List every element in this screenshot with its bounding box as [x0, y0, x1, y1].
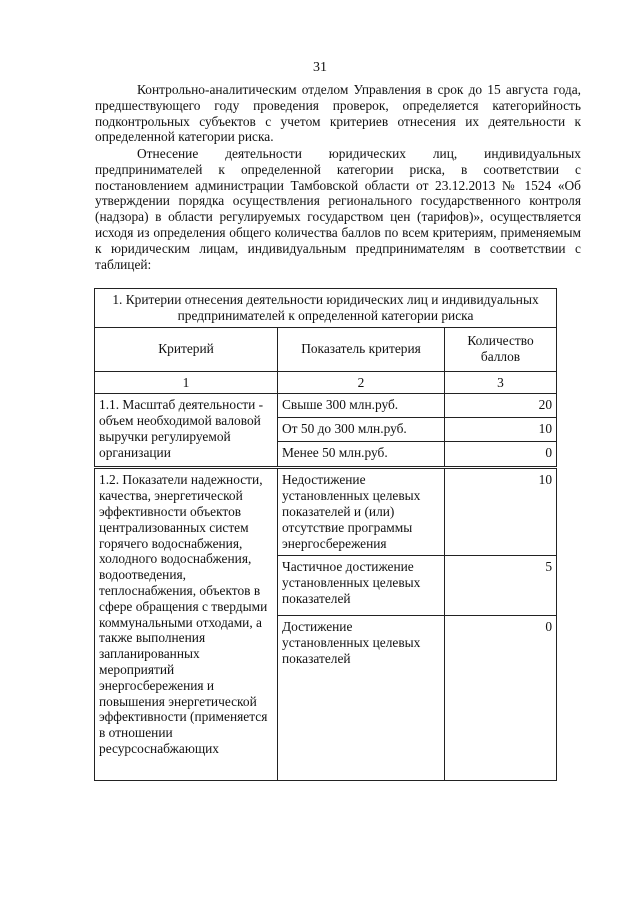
page-number: 31 [313, 60, 327, 75]
column-number: 1 [95, 371, 278, 394]
risk-criteria-table [94, 288, 557, 781]
indicator-cell: От 50 до 300 млн.руб. [278, 418, 445, 442]
column-number: 2 [278, 371, 445, 394]
table-caption-row [95, 289, 557, 328]
indicator-cell: Свыше 300 млн.руб. [278, 394, 445, 418]
score-cell: 0 [445, 442, 557, 468]
criterion-cell: 1.2. Показатели надежности, качества, энергетической эффективности объектов централизованных систем горячего водоснабжения, холодного водоснабжения, водоотведения, теплоснабжения, объектов в сфере обращения с твердыми коммунальными отходами, а также выполнения запланированных мероприятий энергосбережения и повышения энергетической эффективности (применяется в отношении ресурсоснабжающих [95, 468, 278, 781]
header-criterion: Критерий [95, 327, 278, 371]
score-cell: 10 [445, 418, 557, 442]
column-number-row [95, 371, 557, 394]
paragraph-risk-assignment: Отнесение деятельности юридических лиц, индивидуальных предпринимателей к определенной категории риска, в соответствии с постановлением администрации Тамбовской области от 23.12.2013 № 1524 «Об утверждении порядка осуществления регионального государственного контроля (надзора) в области регулируемых государством цен (тарифов)», осуществляется исходя из определения общего количества баллов по всем критериям, применяемым к юридическим лицам, индивидуальным предпринимателям в соответствии с таблицей: [95, 146, 581, 272]
table-header-row [95, 327, 557, 371]
table-row [95, 394, 557, 418]
indicator-cell: Достижение установленных целевых показателей [278, 616, 445, 781]
indicator-cell: Частичное достижение установленных целевых показателей [278, 556, 445, 616]
column-number: 3 [445, 371, 557, 394]
paragraph-categorization-deadline: Контрольно-аналитическим отделом Управления в срок до 15 августа года, предшествующего году проведения проверок, определяется категорийность подконтрольных субъектов с учетом критериев отнесения их деятельности к определенной категории риска. [95, 82, 581, 145]
table-row [95, 468, 557, 556]
header-indicator: Показатель критерия [278, 327, 445, 371]
indicator-cell: Недостижение установленных целевых показателей и (или) отсутствие программы энергосбережения [278, 468, 445, 556]
table-caption: 1. Критерии отнесения деятельности юридических лиц и индивидуальных предпринимателей к определенной категории риска [95, 289, 557, 328]
header-score: Количество баллов [445, 327, 557, 371]
score-cell: 5 [445, 556, 557, 616]
score-cell: 20 [445, 394, 557, 418]
indicator-cell: Менее 50 млн.руб. [278, 442, 445, 468]
score-cell: 0 [445, 616, 557, 781]
score-cell: 10 [445, 468, 557, 556]
criterion-cell: 1.1. Масштаб деятельности - объем необходимой валовой выручки регулируемой организации [95, 394, 278, 468]
